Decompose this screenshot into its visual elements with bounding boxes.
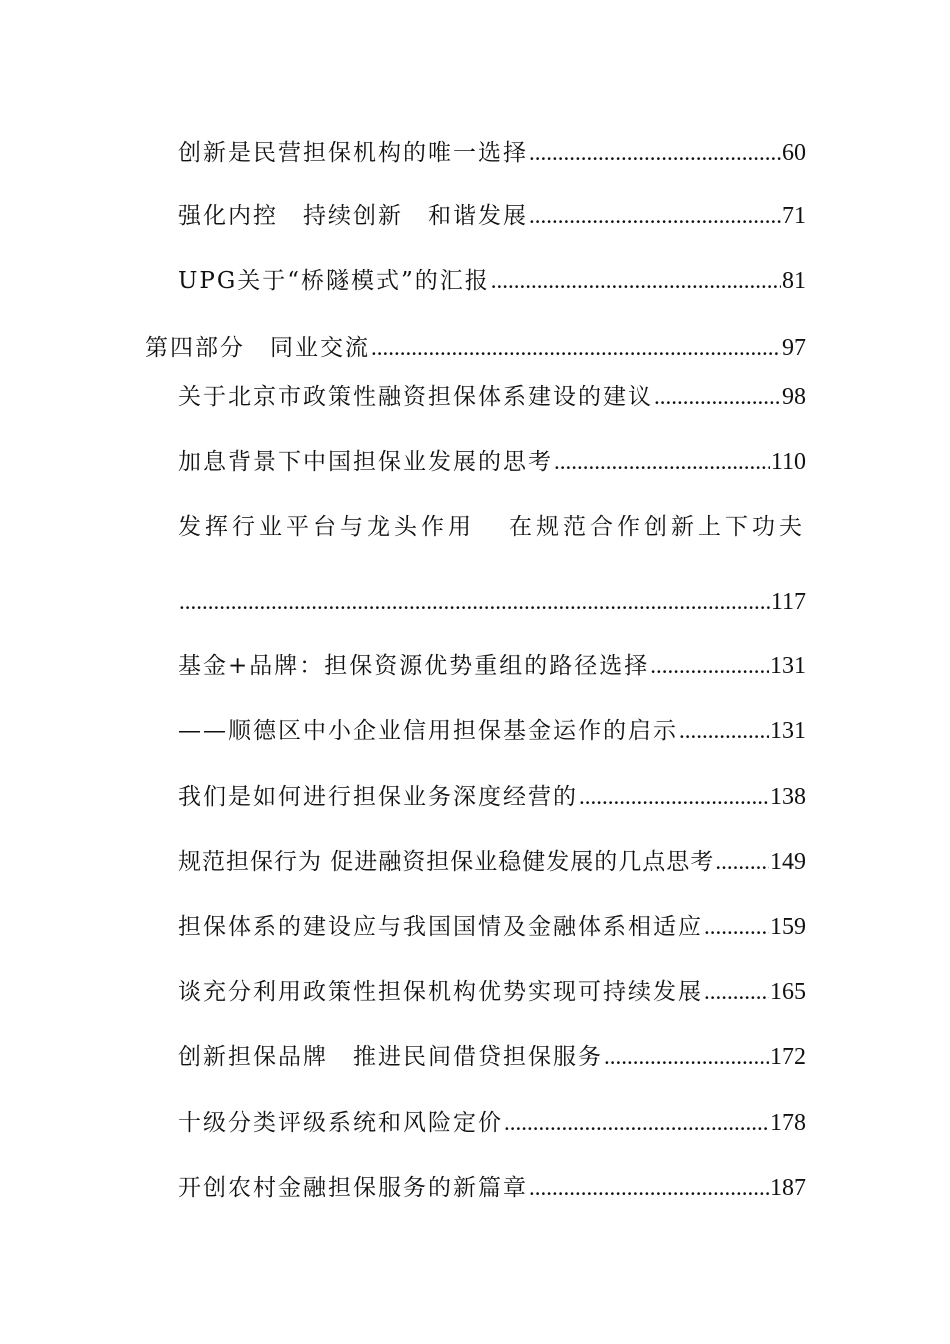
toc-entry-title: 担保体系的建设应与我国国情及金融体系相适应: [178, 914, 703, 940]
toc-leader-dots: [679, 716, 769, 746]
toc-leader-dots: [604, 1042, 769, 1072]
toc-entry-title: 创新是民营担保机构的唯一选择: [178, 140, 528, 166]
toc-leader-dots: [529, 1173, 769, 1203]
toc-entry-continuation[interactable]: [178, 587, 806, 617]
toc-entry-title: 基金+品牌：担保资源优势重组的路径选择: [178, 653, 650, 679]
toc-entry-title: 谈充分利用政策性担保机构优势实现可持续发展: [178, 979, 703, 1005]
toc-entry[interactable]: [178, 1042, 806, 1072]
toc-leader-dots: [579, 782, 769, 812]
toc-entry-title: 十级分类评级系统和风险定价: [178, 1110, 503, 1136]
toc-entry[interactable]: [178, 847, 806, 877]
toc-leader-dots: [715, 847, 769, 877]
toc-entry-page: 138: [770, 784, 806, 810]
toc-entry-title: 开创农村金融担保服务的新篇章: [178, 1175, 528, 1201]
toc-entry-page: 131: [770, 653, 806, 679]
toc-entry-page: 110: [770, 449, 806, 475]
toc-entry-page: 60: [782, 140, 806, 166]
toc-leader-dots: [529, 138, 781, 168]
toc-entry[interactable]: [178, 782, 806, 812]
toc-leader-dots: [529, 201, 781, 231]
toc-entry-title: 创新担保品牌 推进民间借贷担保服务: [178, 1044, 603, 1070]
toc-leader-dots: [179, 587, 770, 617]
toc-entry-page: 81: [782, 268, 806, 294]
toc-entry-title: 规范担保行为 促进融资担保业稳健发展的几点思考: [178, 849, 715, 875]
toc-entry-title: 第四部分 同业交流: [145, 335, 370, 361]
toc-leader-dots: [371, 333, 781, 363]
toc-entry-page: 98: [782, 384, 806, 410]
toc-entry-title: 关于北京市政策性融资担保体系建设的建议: [178, 384, 653, 410]
toc-entry-page: 97: [782, 335, 806, 361]
toc-entry[interactable]: [178, 977, 806, 1007]
toc-entry-page: 165: [770, 979, 806, 1005]
toc-entry[interactable]: [178, 138, 806, 168]
toc-entry-title: 强化内控 持续创新 和谐发展: [178, 203, 528, 229]
toc-entry[interactable]: [178, 651, 806, 681]
toc-section-heading[interactable]: [145, 333, 806, 363]
toc-leader-dots: [504, 1108, 769, 1138]
toc-leader-dots: [704, 977, 769, 1007]
toc-entry-page: 159: [770, 914, 806, 940]
toc-entry-title: UPG关于“桥隧模式”的汇报: [178, 268, 490, 294]
toc-entry-title: 加息背景下中国担保业发展的思考: [178, 449, 553, 475]
toc-entry[interactable]: [178, 912, 806, 942]
toc-entry-title: 我们是如何进行担保业务深度经营的: [178, 784, 578, 810]
toc-entry-page: 149: [770, 849, 806, 875]
toc-leader-dots: [650, 651, 769, 681]
toc-entry[interactable]: [178, 716, 806, 746]
toc-leader-dots: [554, 447, 770, 477]
toc-leader-dots: [654, 382, 781, 412]
toc-entry-page: 71: [782, 203, 806, 229]
toc-entry-wrapped-title[interactable]: [178, 512, 806, 542]
toc-entry[interactable]: [178, 1108, 806, 1138]
toc-entry-title-part1: 发挥行业平台与龙头作用: [178, 514, 475, 540]
toc-entry-title: ——顺德区中小企业信用担保基金运作的启示: [178, 718, 678, 744]
toc-entry[interactable]: [178, 266, 806, 296]
toc-entry-page: 131: [770, 718, 806, 744]
toc-entry-title-part2: 在规范合作创新上下功夫: [509, 514, 806, 540]
toc-entry[interactable]: [178, 1173, 806, 1203]
toc-entry[interactable]: [178, 382, 806, 412]
toc-leader-dots: [704, 912, 769, 942]
toc-leader-dots: [491, 266, 781, 296]
toc-entry[interactable]: [178, 201, 806, 231]
toc-entry-page: 117: [770, 589, 806, 615]
toc-entry-page: 187: [770, 1175, 806, 1201]
toc-entry[interactable]: [178, 447, 806, 477]
toc-entry-page: 178: [770, 1110, 806, 1136]
toc-entry-page: 172: [770, 1044, 806, 1070]
